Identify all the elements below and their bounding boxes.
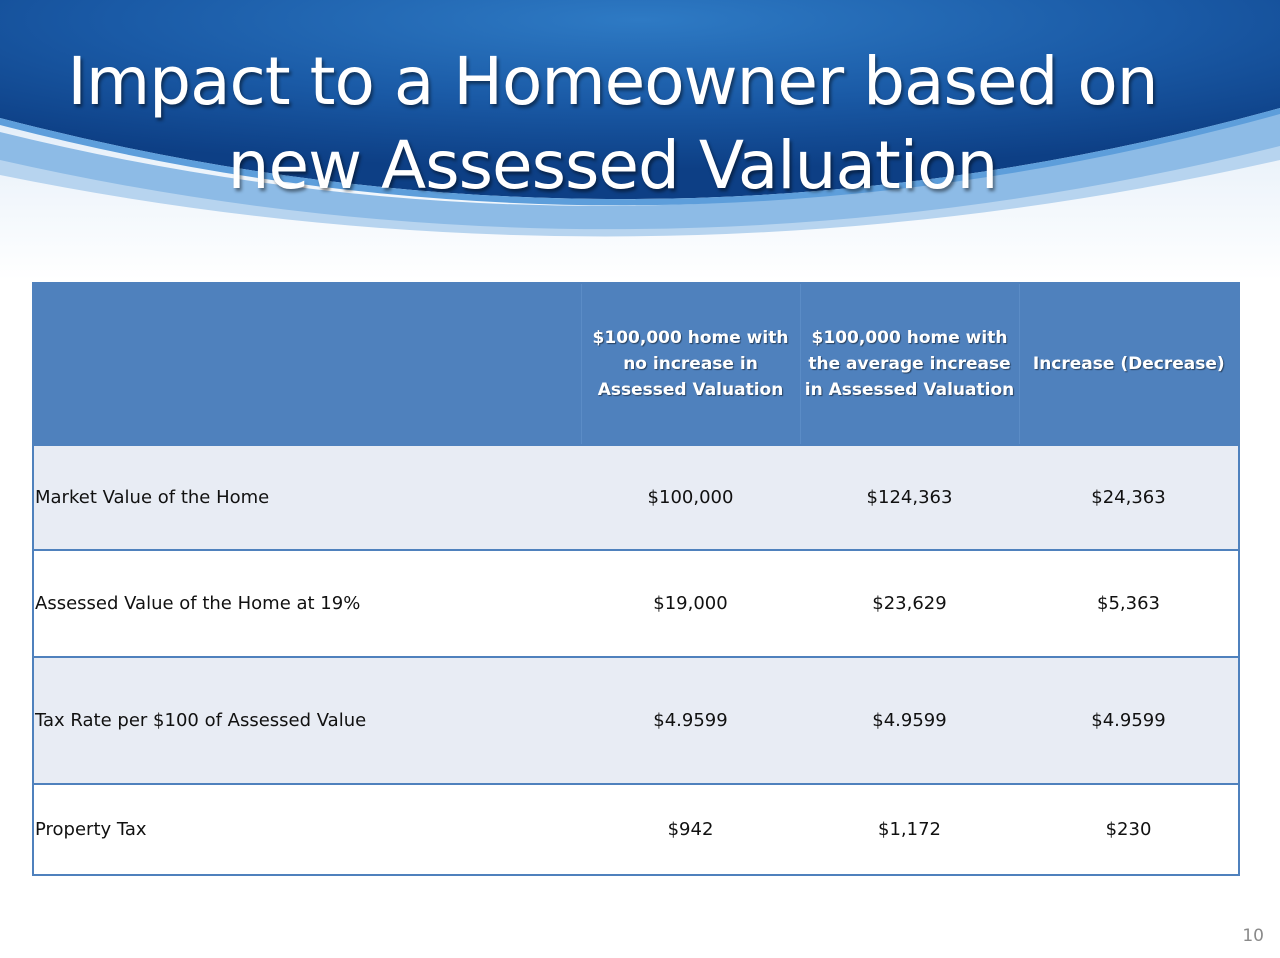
cell-difference: $230 [1019,784,1239,875]
slide-title [0,40,1225,208]
cell-no-increase: $100,000 [581,445,800,550]
slide-number: 10 [1242,926,1264,946]
table-row [33,445,1239,550]
cell-difference: $4.9599 [1019,657,1239,784]
cell-average-increase: $124,363 [800,445,1019,550]
row-label: Market Value of the Home [33,445,581,550]
table-header-row [33,283,1239,445]
cell-average-increase: $1,172 [800,784,1019,875]
row-label: Tax Rate per $100 of Assessed Value [33,657,581,784]
cell-no-increase: $4.9599 [581,657,800,784]
header-row-label [33,283,581,445]
table-row [33,550,1239,657]
cell-no-increase: $942 [581,784,800,875]
cell-average-increase: $23,629 [800,550,1019,657]
header-increase-decrease: Increase (Decrease) [1019,283,1239,445]
homeowner-impact-table [32,282,1240,876]
cell-difference: $5,363 [1019,550,1239,657]
table-row [33,657,1239,784]
row-label: Property Tax [33,784,581,875]
cell-difference: $24,363 [1019,445,1239,550]
row-label: Assessed Value of the Home at 19% [33,550,581,657]
cell-average-increase: $4.9599 [800,657,1019,784]
header-no-increase: $100,000 home with no increase in Assessed Valuation [581,283,800,445]
table-row [33,784,1239,875]
cell-no-increase: $19,000 [581,550,800,657]
header-average-increase: $100,000 home with the average increase in Assessed Valuation [800,283,1019,445]
title-line-1: Impact to a Homeowner based on [67,43,1158,120]
title-line-2: new Assessed Valuation [227,127,998,204]
